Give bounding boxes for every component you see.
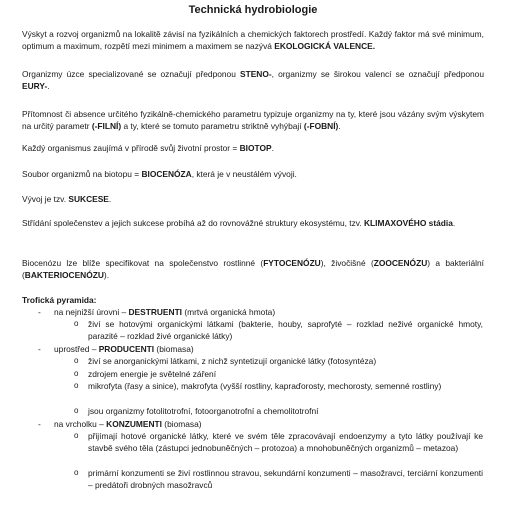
list-item-destruenti xyxy=(38,306,478,318)
term-zoocenoza: ZOOCENÓZU xyxy=(373,258,428,268)
term-eury: EURY- xyxy=(22,81,48,92)
list-text: uprostřed – xyxy=(54,344,99,354)
paragraph-text: ). xyxy=(103,270,110,281)
paragraph-text: Každý organismus zaujímá v přírodě svůj životní prostor = xyxy=(22,143,240,153)
paragraph-text: . xyxy=(271,143,274,153)
list-item-konzumenti xyxy=(38,418,478,430)
list-text: (biomasa) xyxy=(161,419,202,429)
list-text: primární konzumenti se živí rostlinnou stravou, sekundární konzumenti – masožravci, terciární konzumenti – predátoři drobných masožravců xyxy=(88,468,483,491)
paragraph-klimax xyxy=(22,217,484,229)
paragraph-text: Střídání společenstev a jejich sukcese probíhá až do rovnovážné struktury ekosystému, tzv. xyxy=(22,218,364,228)
paragraph-text: a ty, které se tomuto parametru striktně vyhýbají xyxy=(121,121,304,132)
paragraph-biotop xyxy=(22,142,484,154)
list-text: zdrojem energie je světelné záření xyxy=(88,369,217,379)
dash-bullet: - xyxy=(38,307,41,317)
paragraph-text: . xyxy=(47,81,50,92)
paragraph-text: Výskyt a rozvoj organizmů na lokalitě závisí na fyzikálních a chemických faktorech prostředí. Každý faktor má své minimum, optimum a maximum, rozpětí mezi minimem a maximem se nazývá xyxy=(22,29,484,52)
list-text: živí se hotovými organickými látkami (bakterie, houby, saprofyté – rozklad neživé organické hmoty, parazité – rozklad živé organické látky) xyxy=(88,319,483,342)
dash-bullet: - xyxy=(38,344,41,354)
page-title: Technická hydrobiologie xyxy=(188,4,318,16)
paragraph-text: , která je v neustálém vývoji. xyxy=(191,169,297,179)
circle-bullet: o xyxy=(74,381,79,390)
circle-bullet: o xyxy=(74,468,79,477)
paragraph-ecological-valence xyxy=(22,28,484,52)
term-biotop: BIOTOP xyxy=(239,143,272,153)
paragraph-cenozy xyxy=(22,257,484,281)
paragraph-sukcese xyxy=(22,193,484,205)
paragraph-text: , organizmy se širokou valencí se označují předponou xyxy=(271,69,484,79)
term-fobni: (-FOBNÍ) xyxy=(303,121,339,132)
list-text: (mrtvá organická hmota) xyxy=(182,307,276,317)
paragraph-biocenoza xyxy=(22,168,484,180)
sub-list-item xyxy=(74,380,483,392)
term-ecological-valence: EKOLOGICKÁ VALENCE. xyxy=(274,41,376,52)
paragraph-text: . xyxy=(338,121,341,132)
term-filni: (-FILNÍ) xyxy=(91,121,122,132)
list-text: jsou organizmy fotolitotrofní, fotoorganotrofní a chemolitotrofní xyxy=(88,406,319,416)
term-biocenoza: BIOCENÓZA xyxy=(141,169,192,179)
list-item-producenti xyxy=(38,343,478,355)
term-steno: STENO- xyxy=(240,69,272,79)
term-producenti: PRODUCENTI xyxy=(98,344,155,354)
list-text: mikrofyta (řasy a sinice), makrofyta (vyšší rostliny, kapraďorosty, mechorosty, semenné rostliny) xyxy=(88,381,442,391)
circle-bullet: o xyxy=(74,369,79,378)
circle-bullet: o xyxy=(74,319,79,328)
paragraph-text: ) a bakteriální ( xyxy=(22,258,484,281)
paragraph-text: ), živočišné ( xyxy=(320,258,374,268)
sub-list-item xyxy=(74,368,483,380)
paragraph-text: Přítomnost či absence určitého fyzikálně-chemického parametru typizuje organizmy na ty, které jsou vázány svým výskytem na určitý parametr xyxy=(22,109,484,132)
paragraph-text: Soubor organizmů na biotopu = xyxy=(22,169,142,179)
list-text: na vrcholku – xyxy=(54,419,107,429)
list-text: přijímají hotové organické látky, které ve svém těle zpracovávají endoenzymy a tyto látky používají ke stavbě svého těla (zástupci jednobuněčných – protozoa) a mnohobuněčných organizmů – metazoa) xyxy=(88,431,483,454)
sub-list-item xyxy=(74,405,483,417)
term-bakteriocenoza: BAKTERIOCENÓZU xyxy=(24,270,104,281)
sub-list-item xyxy=(74,355,483,367)
list-text: (biomasa) xyxy=(154,344,194,354)
paragraph-text: . xyxy=(452,218,456,228)
paragraph-filni-fobni xyxy=(22,108,484,132)
list-text: na nejnižší úrovni – xyxy=(54,307,129,317)
term-fytocenoza: FYTOCENÓZU xyxy=(263,258,321,268)
list-text: živí se anorganickými látkami, z nichž syntetizují organické látky (fotosyntéza) xyxy=(88,356,377,366)
paragraph-text: Organizmy úzce specializované se označují předponou xyxy=(22,69,240,79)
term-klimax: KLIMAXOVÉHO stádia xyxy=(364,218,453,228)
paragraph-text: Biocenózu lze blíže specifikovat na společenstvo rostlinné ( xyxy=(22,258,264,268)
sub-list-item xyxy=(74,318,483,342)
term-sukcese: SUKCESE xyxy=(68,194,109,204)
paragraph-text: Vývoj je tzv. xyxy=(22,194,69,204)
dash-bullet: - xyxy=(38,419,41,429)
sub-list-item xyxy=(74,430,483,454)
circle-bullet: o xyxy=(74,431,79,440)
paragraph-steno-eury xyxy=(22,68,484,92)
term-konzumenti: KONZUMENTI xyxy=(106,419,162,429)
sub-list-item xyxy=(74,467,483,491)
term-destruenti: DESTRUENTI xyxy=(128,307,183,317)
paragraph-text: . xyxy=(108,194,112,204)
section-heading-trophic-pyramid: Trofická pyramida: xyxy=(22,295,97,305)
circle-bullet: o xyxy=(74,356,79,365)
circle-bullet: o xyxy=(74,406,79,415)
